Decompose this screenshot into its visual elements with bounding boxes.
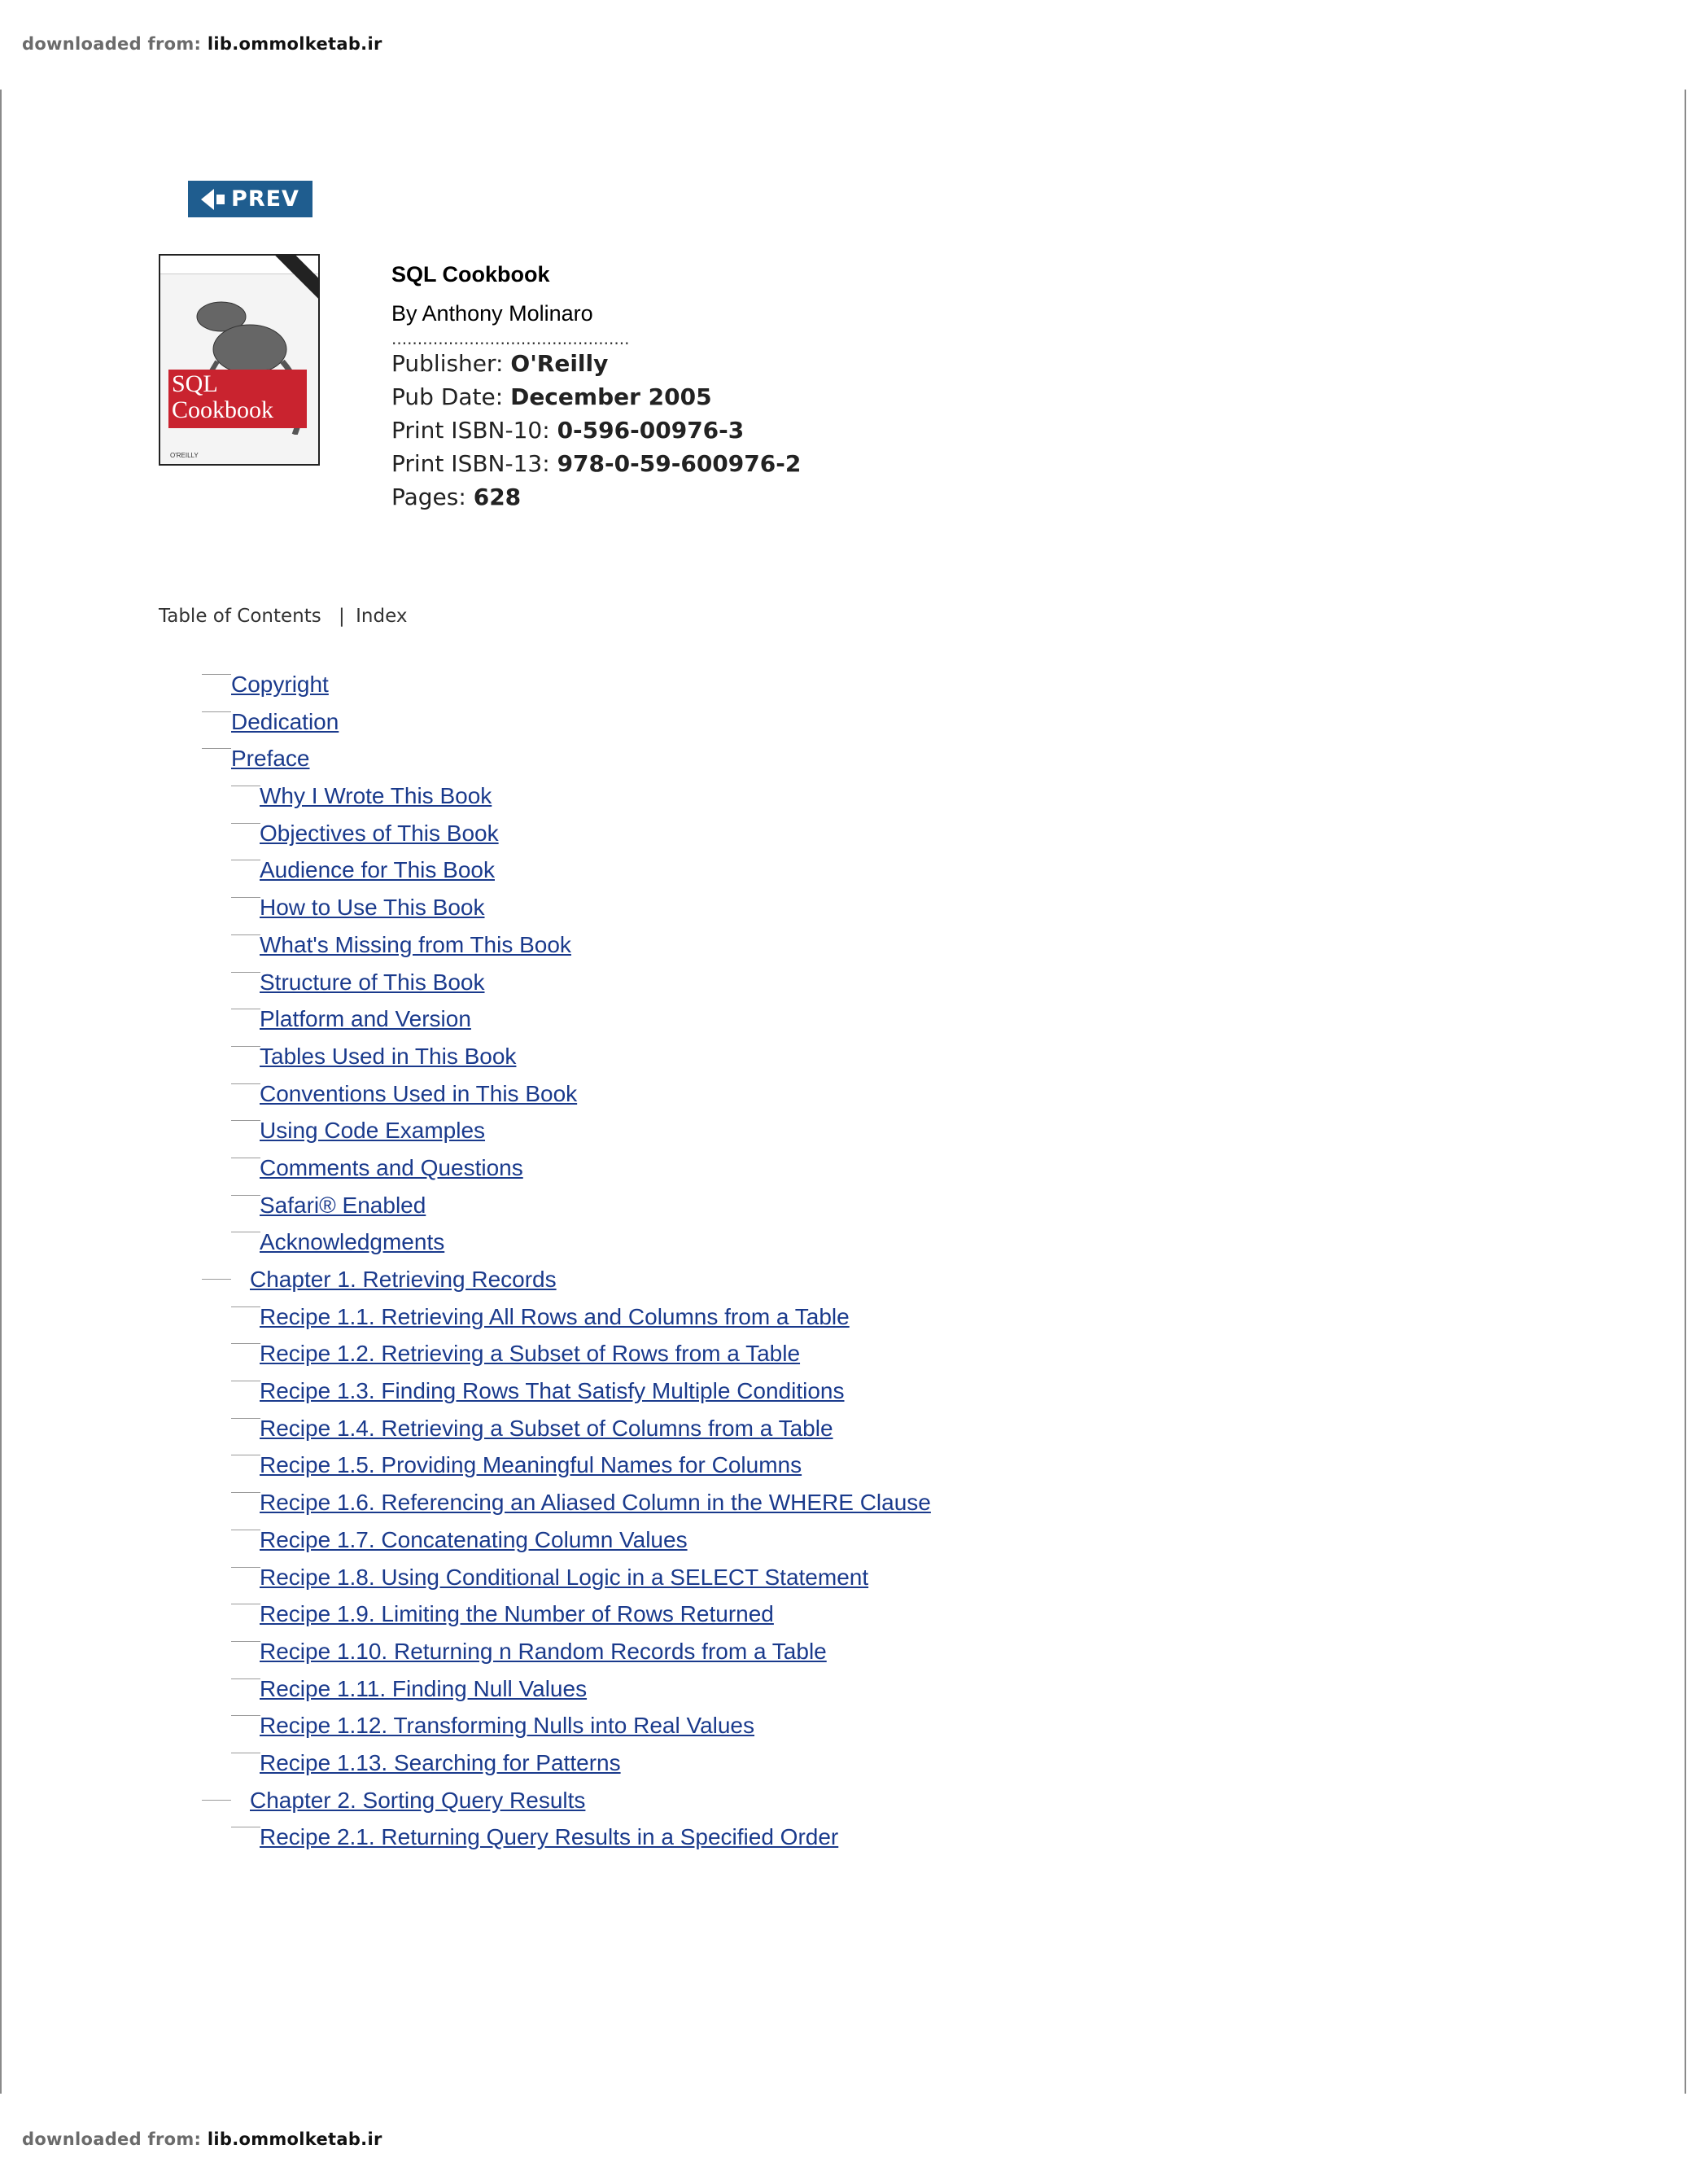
toc-link[interactable]: Structure of This Book bbox=[260, 969, 485, 995]
tree-branch-line bbox=[202, 711, 231, 712]
toc-link[interactable]: Recipe 1.11. Finding Null Values bbox=[260, 1675, 588, 1701]
toc-item bbox=[0, 1526, 1687, 1564]
toc-link[interactable]: Recipe 1.7. Concatenating Column Values bbox=[260, 1526, 688, 1552]
toc-link[interactable]: Recipe 2.1. Returning Query Results in a Specified Order bbox=[260, 1824, 839, 1850]
toc-item bbox=[0, 1675, 1687, 1713]
tree-branch-line bbox=[231, 1492, 260, 1493]
toc-link[interactable]: Recipe 1.8. Using Conditional Logic in a SELECT Statement bbox=[260, 1564, 869, 1590]
tree-branch-line bbox=[231, 1678, 260, 1679]
publisher-row: Publisher: O'Reilly bbox=[391, 350, 609, 377]
toc-link[interactable]: Chapter 1. Retrieving Records bbox=[250, 1267, 557, 1292]
tree-branch-line bbox=[231, 1343, 260, 1344]
pub-date-value: December 2005 bbox=[510, 383, 712, 410]
toc-link[interactable]: Using Code Examples bbox=[260, 1118, 486, 1144]
watermark-top bbox=[22, 34, 382, 54]
toc-link[interactable]: Recipe 1.12. Transforming Nulls into Real Values bbox=[260, 1713, 755, 1739]
toc-link[interactable]: Tables Used in This Book bbox=[260, 1043, 517, 1069]
toc-item bbox=[0, 1192, 1687, 1229]
prev-button-label: PREV bbox=[231, 186, 299, 212]
toc-item bbox=[0, 931, 1687, 969]
tree-branch-line bbox=[231, 1418, 260, 1419]
toc-item bbox=[0, 1303, 1687, 1341]
watermark-label: downloaded from: bbox=[22, 34, 202, 54]
toc-item bbox=[0, 1043, 1687, 1080]
toc-link[interactable]: What's Missing from This Book bbox=[260, 931, 571, 957]
toc-link[interactable]: Recipe 1.3. Finding Rows That Satisfy Multiple Conditions bbox=[260, 1378, 845, 1404]
tree-branch-line bbox=[231, 1195, 260, 1196]
book-title: SQL Cookbook bbox=[391, 262, 550, 287]
watermark-site: lib.ommolketab.ir bbox=[207, 2129, 382, 2149]
toc-link[interactable]: Conventions Used in This Book bbox=[260, 1080, 578, 1106]
toc-item bbox=[0, 1749, 1687, 1787]
toc-item bbox=[0, 1489, 1687, 1526]
toc-link[interactable]: Why I Wrote This Book bbox=[260, 783, 492, 809]
prev-button[interactable] bbox=[188, 181, 312, 217]
tree-branch-line bbox=[231, 1567, 260, 1568]
toc-item bbox=[0, 1415, 1687, 1452]
tree-branch-line bbox=[231, 1641, 260, 1642]
toc-link[interactable]: Chapter 2. Sorting Query Results bbox=[250, 1787, 586, 1813]
tree-branch-line bbox=[231, 1083, 260, 1084]
toc-item bbox=[0, 1228, 1687, 1266]
toc-link[interactable]: Recipe 1.10. Returning n Random Records from a Table bbox=[260, 1638, 827, 1664]
tree-branch-line bbox=[231, 823, 260, 824]
toc-item bbox=[0, 745, 1687, 782]
isbn13-value: 978-0-59-600976-2 bbox=[557, 450, 802, 477]
toc-link[interactable]: Audience for This Book bbox=[260, 857, 495, 883]
toc-link[interactable]: Dedication bbox=[231, 708, 339, 734]
toc-link[interactable]: Recipe 1.13. Searching for Patterns bbox=[260, 1749, 621, 1775]
table-of-contents bbox=[0, 671, 1687, 1861]
toc-item bbox=[0, 1787, 1687, 1824]
toc-item bbox=[0, 1712, 1687, 1749]
tree-branch-line bbox=[202, 748, 231, 749]
toc-link[interactable]: Recipe 1.6. Referencing an Aliased Column in the WHERE Clause bbox=[260, 1490, 931, 1516]
tree-branch-line bbox=[231, 1046, 260, 1047]
watermark-label: downloaded from: bbox=[22, 2129, 202, 2149]
toc-link[interactable]: Platform and Version bbox=[260, 1006, 471, 1032]
toc-link[interactable]: Recipe 1.2. Retrieving a Subset of Rows from a Table bbox=[260, 1341, 801, 1367]
watermark-bottom bbox=[22, 2129, 382, 2149]
toc-link[interactable]: Recipe 1.4. Retrieving a Subset of Columns from a Table bbox=[260, 1415, 833, 1441]
toc-item bbox=[0, 1377, 1687, 1415]
toc-link[interactable]: Recipe 1.1. Retrieving All Rows and Columns from a Table bbox=[260, 1303, 850, 1329]
toc-item bbox=[0, 708, 1687, 746]
toc-link[interactable]: Objectives of This Book bbox=[260, 820, 499, 846]
toc-item bbox=[0, 1266, 1687, 1303]
toc-link[interactable]: Recipe 1.9. Limiting the Number of Rows Returned bbox=[260, 1601, 774, 1627]
tree-branch-line bbox=[231, 897, 260, 898]
tree-branch-line bbox=[231, 934, 260, 935]
tree-branch-line bbox=[231, 1306, 260, 1307]
toc-item bbox=[0, 782, 1687, 820]
isbn10-value: 0-596-00976-3 bbox=[557, 417, 745, 444]
toc-link[interactable]: Recipe 1.5. Providing Meaningful Names for Columns bbox=[260, 1452, 802, 1478]
tree-branch-line bbox=[231, 1715, 260, 1716]
toc-link[interactable]: Comments and Questions bbox=[260, 1154, 523, 1180]
tree-branch-line bbox=[231, 972, 260, 973]
toc-item bbox=[0, 1154, 1687, 1192]
cover-title-line1: SQL bbox=[172, 370, 218, 397]
toc-link[interactable]: Safari® Enabled bbox=[260, 1192, 426, 1218]
toc-item bbox=[0, 820, 1687, 857]
toc-item bbox=[0, 1005, 1687, 1043]
toc-nav-separator: | bbox=[339, 606, 345, 627]
toc-link[interactable]: Preface bbox=[231, 746, 310, 772]
toc-item bbox=[0, 1638, 1687, 1675]
toc-item bbox=[0, 1080, 1687, 1118]
table-of-contents-link[interactable]: Table of Contents bbox=[159, 606, 321, 627]
cover-publisher-mark: O'REILLY bbox=[170, 452, 199, 459]
toc-link[interactable]: Acknowledgments bbox=[260, 1229, 445, 1255]
book-cover-image bbox=[159, 254, 320, 466]
isbn13-row: Print ISBN-13: 978-0-59-600976-2 bbox=[391, 450, 802, 477]
tree-branch-line bbox=[202, 674, 231, 675]
toc-item bbox=[0, 1340, 1687, 1377]
tree-branch-line bbox=[231, 1120, 260, 1121]
cover-title-line2: Cookbook bbox=[172, 396, 274, 423]
pages-value: 628 bbox=[473, 484, 522, 510]
toc-item bbox=[0, 1117, 1687, 1154]
toc-item bbox=[0, 969, 1687, 1006]
publisher-value: O'Reilly bbox=[510, 350, 609, 377]
watermark-site: lib.ommolketab.ir bbox=[207, 34, 382, 54]
index-link[interactable]: Index bbox=[356, 606, 408, 627]
pages-row: Pages: 628 bbox=[391, 484, 522, 510]
toc-item bbox=[0, 1600, 1687, 1638]
toc-link[interactable]: How to Use This Book bbox=[260, 895, 485, 921]
toc-nav bbox=[159, 606, 407, 627]
separator-dots: .............................................. bbox=[391, 329, 630, 348]
toc-item bbox=[0, 856, 1687, 894]
toc-item bbox=[0, 1564, 1687, 1601]
tree-branch-line bbox=[202, 1800, 231, 1801]
toc-item bbox=[0, 894, 1687, 931]
tree-branch-line bbox=[202, 1279, 231, 1280]
isbn10-row: Print ISBN-10: 0-596-00976-3 bbox=[391, 417, 745, 444]
book-info bbox=[391, 260, 801, 514]
pub-date-row: Pub Date: December 2005 bbox=[391, 383, 712, 410]
book-author: By Anthony Molinaro bbox=[391, 301, 593, 326]
toc-item bbox=[0, 1451, 1687, 1489]
toc-item bbox=[0, 1823, 1687, 1861]
toc-link[interactable]: Copyright bbox=[231, 672, 329, 697]
left-arrow-icon bbox=[201, 189, 214, 210]
toc-item bbox=[0, 671, 1687, 708]
